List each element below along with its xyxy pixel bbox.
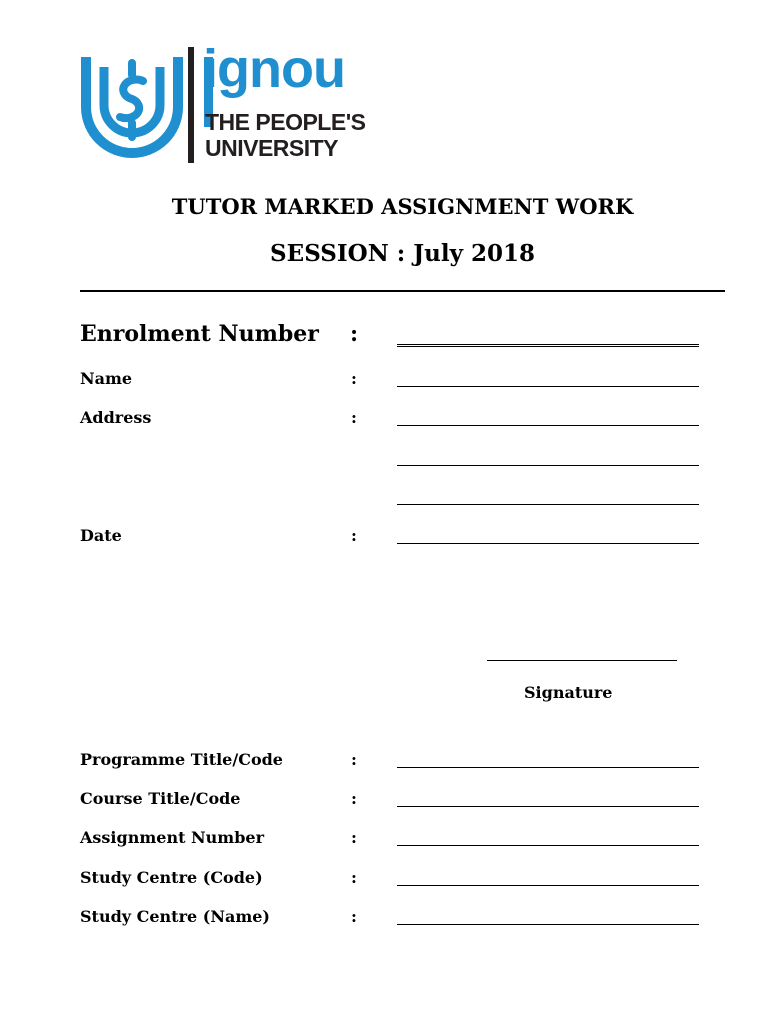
programme-title-code-label: Programme Title/Code (80, 750, 283, 769)
study-centre-name-field[interactable] (397, 924, 699, 925)
study-centre-code-field[interactable] (397, 885, 699, 886)
address-label: Address (80, 408, 152, 427)
signature-label: Signature (524, 683, 613, 702)
logo-tagline-line-2: UNIVERSITY (205, 135, 339, 161)
course-title-code-field[interactable] (397, 806, 699, 807)
programme-title-code-colon: : (351, 750, 357, 769)
header-divider (80, 290, 725, 292)
course-title-code-label: Course Title/Code (80, 789, 241, 808)
address-field-line-3[interactable] (397, 504, 699, 505)
logo-tagline-line-1: THE PEOPLE'S (205, 109, 366, 135)
study-centre-name-label: Study Centre (Name) (80, 907, 270, 926)
document-title: TUTOR MARKED ASSIGNMENT WORK (171, 194, 634, 219)
enrolment-number-label: Enrolment Number (80, 321, 319, 347)
signature-field[interactable] (487, 660, 677, 661)
assignment-number-label: Assignment Number (80, 828, 265, 847)
programme-title-code-field[interactable] (397, 767, 699, 768)
assignment-number-colon: : (351, 828, 357, 847)
logo-wordmark: ignou (203, 39, 345, 99)
address-field-line-2[interactable] (397, 465, 699, 466)
name-colon: : (351, 369, 357, 388)
study-centre-code-label: Study Centre (Code) (80, 868, 263, 887)
enrolment-number-field[interactable] (397, 344, 699, 347)
address-colon: : (351, 408, 357, 427)
date-label: Date (80, 526, 122, 545)
address-field-line-1[interactable] (397, 425, 699, 426)
date-colon: : (351, 526, 357, 545)
date-field[interactable] (397, 543, 699, 544)
enrolment-number-colon: : (350, 321, 359, 347)
name-field[interactable] (397, 386, 699, 387)
study-centre-code-colon: : (351, 868, 357, 887)
name-label: Name (80, 369, 133, 388)
session-heading: SESSION : July 2018 (270, 240, 535, 267)
study-centre-name-colon: : (351, 907, 357, 926)
course-title-code-colon: : (351, 789, 357, 808)
assignment-number-field[interactable] (397, 845, 699, 846)
